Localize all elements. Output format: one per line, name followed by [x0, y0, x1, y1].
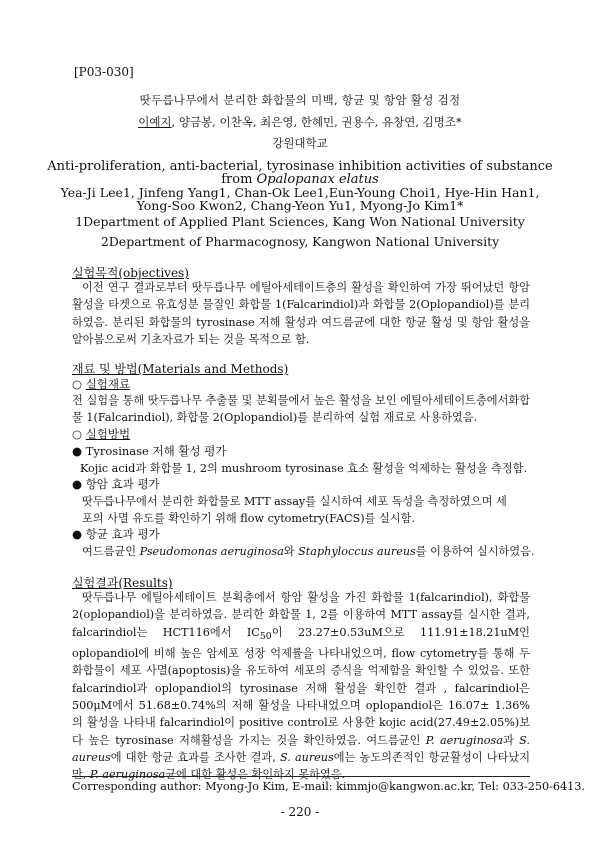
bullet-antibacterial: ● 항균 효과 평가 — [72, 527, 160, 541]
objectives-body: 이전 연구 결과로부터 땃두릅나무 에틸아세테이트층의 활성을 확인하여 가장 뛰어났던 항암 활성을 타겟으로 유효성분 물질인 화합물 1(Falcarindiol)과 화합물 2(Oplopandiol)를 분리하였음. 분리된 화합물의 tyrosinase 저해 활성과 여드름균에 대한 항균 활성 및 항암 활성을 알아봄으로써 기초자료가 되는 것을 목적으로 함. — [72, 281, 530, 346]
english-authors-line1: Yea-Ji Lee1, Jinfeng Yang1, Chan-Ok Lee1,Eun-Young Choi1, Hye-Hin Han1, — [60, 185, 540, 200]
methods-heading — [72, 360, 288, 377]
species-staphylococcus: Staphyloccus aureus — [298, 545, 416, 558]
page-number: - 220 - — [280, 805, 320, 819]
results-text-3: 과 — [502, 733, 520, 747]
affiliation-2: 2Department of Pharmacognosy, Kangwon National University — [100, 234, 500, 249]
korean-affiliation: 강원대학교 — [272, 136, 328, 150]
materials-subheading: ○ 실험재료 — [72, 377, 131, 391]
affiliation-1: 1Department of Applied Plant Sciences, Kang Won National University — [75, 214, 525, 229]
results-heading-ko: 실험결과 — [72, 576, 119, 590]
presenting-author: 이예지 — [138, 115, 172, 129]
english-authors — [40, 186, 560, 212]
materials-body: 전 실험을 통해 땃두릅나무 추출물 및 분획물에서 높은 활성을 보인 에틸아세테이트층에서화합물 1(Falcarindiol), 화합물 2(Oplopandiol)를 분리하여 실험 재료로 사용하였음. — [72, 394, 530, 425]
antibacterial-text-1: 여드름균인 — [82, 545, 140, 558]
korean-authors — [0, 114, 600, 130]
species-p-aeruginosa: P. aeruginosa — [425, 733, 503, 747]
bullet-anticancer-label: 항암 효과 평가 — [85, 477, 160, 491]
antibacterial-text-2: 와 — [283, 545, 299, 558]
corresponding-author: Corresponding author: Myong-Jo Kim, E-mail: kimmjo@kangwon.ac.kr, Tel: 033-250-6413. — [72, 780, 585, 793]
results-heading-en: (Results) — [118, 576, 173, 590]
species-p-aeruginosa-2: P. aeruginosa — [89, 768, 166, 782]
bullet-tyrosinase-label: Tyrosinase 저해 활성 평가 — [85, 444, 227, 458]
methods-heading-ko: 재료 및 방법 — [72, 362, 138, 376]
abstract-code: [P03-030] — [74, 65, 134, 79]
results-text-2: 이 23.27±0.53uM으로 111.91±18.21uM인 oplopandiol에 비해 높은 암세포 성장 억제률을 나타내었으며, flow cytometry를 통해 두 화합물이 세포 사멸(apoptosis)을 유도하여 세포의 증식을 억제함을 확인할 수 있었음. 또한 falcarindiol과 oplopandiol의 tyrosinase 저해 활성을 확인한 결과 , falcarindiol은 500μM에서 51.68±0.74%의 저해 활성을 나타내었으며 oplopandiol은 16.07± 1.36%의 활성을 나타내 falcarindiol이 positive control로 사용한 kojic acid(27.49±2.05%)보다 높은 tyrosinase 저해활성을 가지는 것을 확인하였음. 여드름균인 — [72, 625, 530, 747]
english-title-from: from — [221, 172, 257, 187]
species-s-aureus-2: S. aureus — [279, 750, 334, 764]
antibacterial-text-3: 를 이용하여 실시하였음. — [415, 545, 535, 558]
anticancer-method-2: 포의 사멸 유도를 확인하기 위해 flow cytometry(FACS)를 실시함. — [82, 512, 415, 525]
english-authors-line2: Yong-Soo Kwon2, Chang-Yeon Yu1, Myong-Jo Kim1* — [136, 198, 464, 213]
results-body — [72, 589, 530, 784]
materials-subheading-label: 실험재료 — [85, 377, 131, 391]
english-title-line1: Anti-proliferation, anti-bacterial, tyrosinase inhibition activities of substance — [47, 159, 553, 174]
methods-subheading-label: 실험방법 — [85, 427, 131, 441]
objectives-heading-en: (objectives) — [118, 266, 189, 280]
methods-subheading: ○ 실험방법 — [72, 427, 131, 441]
results-text-6: 균에 대한 활성은 확인하지 못하였음. — [165, 768, 346, 782]
ic50-subscript: 50 — [259, 630, 272, 642]
species-s-aureus: S. aureus — [72, 733, 530, 764]
english-title — [40, 160, 560, 186]
results-text-5: 에는 농도의존적인 항균활성이 나타났지만, — [72, 750, 530, 782]
anticancer-method-1: 땃두릅나무에서 분리한 화합물로 MTT assay를 실시하여 세포 독성을 측정하였으며 세 — [82, 495, 507, 508]
bullet-tyrosinase: ● Tyrosinase 저해 활성 평가 — [72, 444, 227, 458]
results-text-4: 에 대한 항균 효과를 조사한 결과, — [110, 750, 280, 764]
korean-title: 땃두릅나무에서 분리한 화합물의 미백, 항균 및 항암 활성 검정 — [139, 93, 461, 107]
tyrosinase-method: Kojic acid과 화합물 1, 2의 mushroom tyrosinase 효소 활성을 억제하는 활성을 측정함. — [80, 462, 528, 475]
english-title-species: Opalopanax elatus — [256, 172, 379, 187]
bullet-anticancer: ● 항암 효과 평가 — [72, 477, 160, 491]
footer-divider — [72, 776, 530, 777]
results-text-1: 땃두릅나무 에틸아세테이트 분획층에서 항암 활성을 가진 화합물 1(falcarindiol), 화합물 2(oplopandiol)을 분리하였음. 분리한 화합물 1, 2를 이용하여 MTT assay를 실시한 결과, falcarindiol는 HCT116에서 IC — [72, 591, 530, 639]
objectives-heading-ko: 실험목적 — [72, 266, 119, 280]
bullet-antibacterial-label: 항균 효과 평가 — [85, 527, 160, 541]
species-pseudomonas: Pseudomonas aeruginosa — [139, 545, 284, 558]
korean-authors-rest: , 양금봉, 이찬옥, 최은영, 한혜민, 권용수, 유창연, 김명조* — [171, 115, 462, 129]
antibacterial-method — [82, 543, 535, 559]
methods-heading-en: (Materials and Methods) — [137, 362, 289, 376]
